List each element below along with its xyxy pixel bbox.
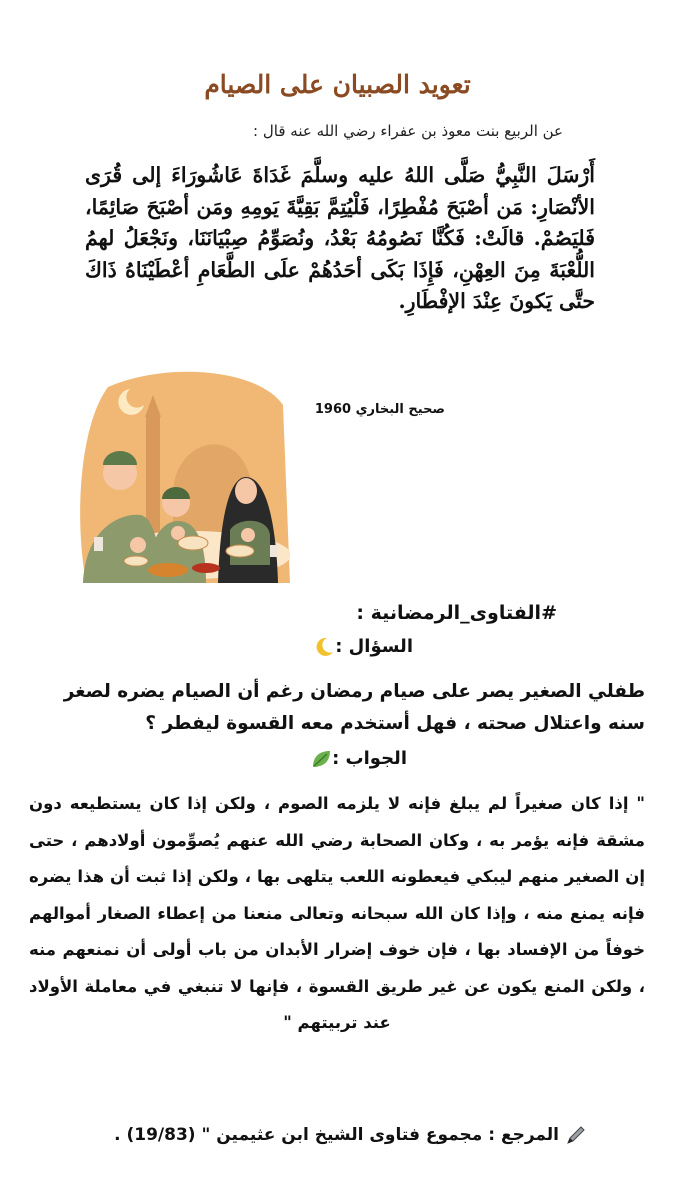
crescent-moon-icon <box>313 636 335 658</box>
pen-icon <box>565 1124 587 1146</box>
reference-text: المرجع : مجموع فتاوى الشيخ ابن عثيمين " (19/83) . <box>114 1125 559 1145</box>
fatwa-hashtag: #الفتاوى_الرمضانية : <box>356 602 557 624</box>
leaf-icon <box>310 748 332 770</box>
question-label-text: السؤال : <box>335 636 413 657</box>
page-title: تعويد الصبيان على الصيام <box>204 70 471 99</box>
question-text: طفلي الصغير يصر على صيام رمضان رغم أن الصيام يضره لصغر سنه واعتلال صحته ، فهل أستخدم معه القسوة ليفطر ؟ <box>63 681 645 734</box>
hadith-text: أَرْسَلَ النَّبِيُّ صَلَّى اللهُ عليه وسلَّمَ غَدَاةَ عَاشُورَاءَ إلى قُرَى الأنْصَارِ: مَن أصْبَحَ مُفْطِرًا، فَلْيُتِمَّ بَقِيَّةَ يَومِهِ ومَن أصْبَحَ صَائِمًا، فَليَصُمْ. قالَتْ: فَكُنَّا نَصُومُهُ بَعْدُ، ونُصَوِّمُ صِبْيَانَنَا، ونَجْعَلُ لهمُ اللُّعْبَةَ مِنَ العِهْنِ، فَإِذَا بَكَى أحَدُهُمْ علَى الطَّعَامِ أعْطَيْنَاهُ ذَاكَ حتَّى يَكونَ عِنْدَ الإفْطَارِ. <box>85 163 595 313</box>
question-label <box>307 636 413 658</box>
answer-label-text: الجواب : <box>332 748 407 769</box>
hadith-source: صحيح البخاري 1960 <box>314 402 445 417</box>
hadith-intro: عن الربيع بنت معوذ بن عفراء رضي الله عنه قال : <box>253 122 563 140</box>
answer-label <box>304 748 407 770</box>
answer-text: " إذا كان صغيراً لم يبلغ فإنه لا يلزمه الصوم ، ولكن إذا كان يستطيعه دون مشقة فإنه يؤمر به ، وكان الصحابة رضي الله عنهم يُصوِّمون أولادهم ، حتى إن الصغير منهم ليبكي فيعطونه اللعب يتلهى بها ، ولكن إذا ثبت أن هذا يضره فإنه يمنع منه ، وإذا كان الله سبحانه وتعالى منعنا من إعطاء الصغار أموالهم خوفاً من الإفساد بها ، فإن خوف إضرار الأبدان من باب أولى أن نمنعهم منه ، ولكن المنع يكون عن غير طريق القسوة ، فإنها لا تنبغي في معاملة الأولاد عند تربيتهم " <box>29 794 645 1032</box>
family-iftar-illustration <box>78 365 290 583</box>
reference <box>27 1124 587 1146</box>
